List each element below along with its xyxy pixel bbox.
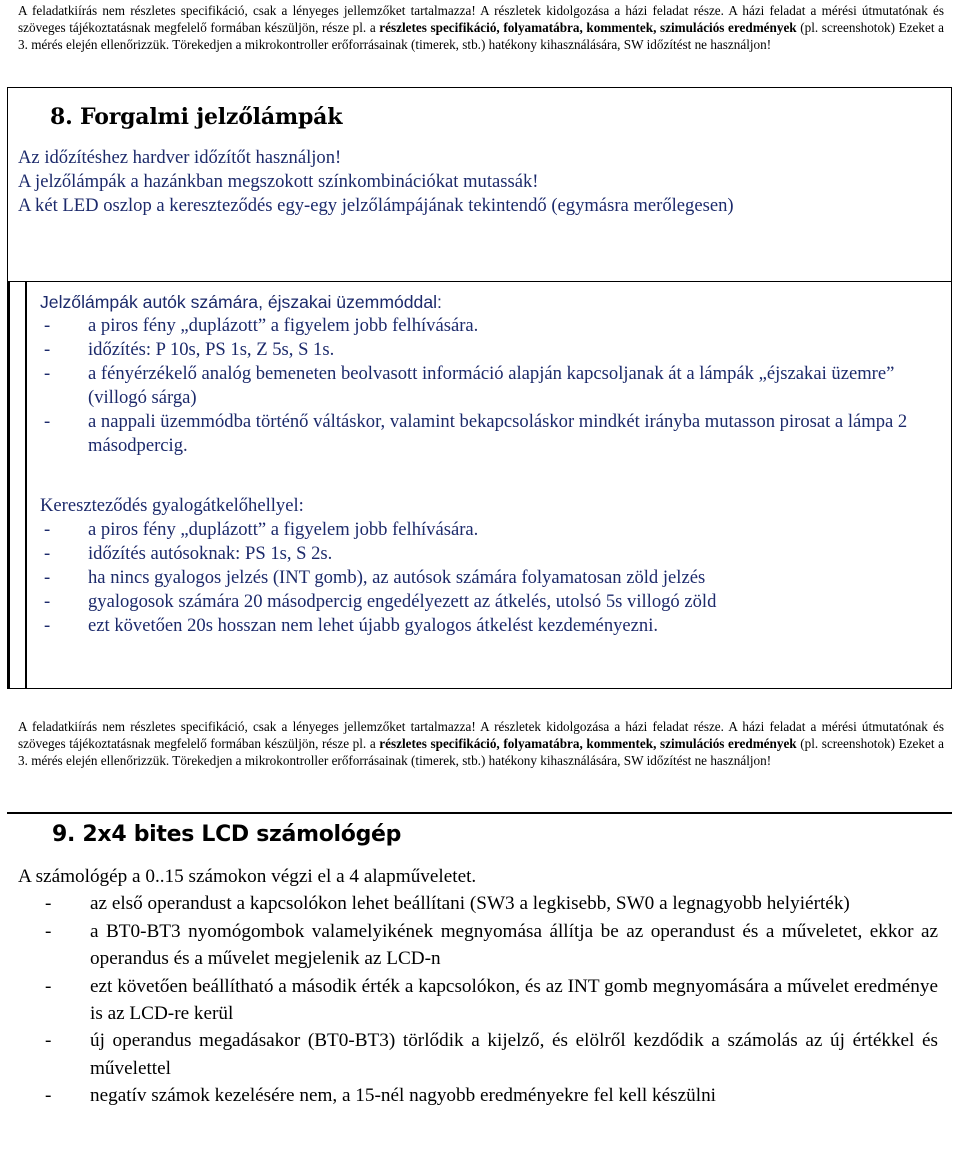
list-item: - új operandus megadásakor (BT0-BT3) törlődik a kijelző, és elölről kezdődik a számolás az új értékkel és művelettel [45,1030,938,1079]
list-item: - a piros fény „duplázott” a figyelem jobb felhívására. [44,519,479,540]
list-item: - a fényérzékelő analóg bemeneten beolvasott információ alapján kapcsoljanak át a lámpák „éjszakai üzemre” (villogó sárga) [44,363,895,408]
task-note-bottom [18,718,944,770]
task-note-top [18,2,944,54]
list-item: - a BT0-BT3 nyomógombok valamelyikének megnyomása állítja be az operandust és a műveletet, ekkor az operandus és a művelet megjelenik az LCD-n [45,920,938,970]
intro-line-3: A két LED oszlop a kereszteződés egy-egy jelzőlámpájának tekintendő (egymásra merőlegesen) [18,195,734,217]
list-item: - ha nincs gyalogos jelzés (INT gomb), az autósok számára folyamatosan zöld jelzés [44,567,706,588]
pedestrian-title: Kereszteződés gyalogátkelőhellyel: [40,495,304,516]
section9-body [18,863,938,1110]
section9-top-rule [7,812,952,814]
box-inner-bar [25,282,27,688]
section8-intro [18,146,943,219]
section8-heading: 8. Forgalmi jelzőlámpák [50,104,343,130]
list-item: - időzítés: P 10s, PS 1s, Z 5s, S 1s. [44,339,335,360]
car-lights-title: Jelzőlámpák autók számára, éjszakai üzemmóddal: [40,292,442,312]
list-item: - a nappali üzemmódba történő váltáskor, valamint bekapcsoláskor mindkét irányba mutasson pirosat a lámpa 2 másodpercig. [44,411,908,456]
task-note-paragraph: A feladatkiírás nem részletes specifikáció, csak a lényeges jellemzőket tartalmazza! A részletek kidolgozása a házi feladat része. A házi feladat a mérési útmutatónak és szöveges tájékoztatásnak megfelelő formában készüljön, része pl. a részletes specifikáció, folyamatábra, kommentek, szimulációs eredmények (pl. screenshotok) Ezeket a 3. mérés elején ellenőrizzük. Törekedjen a mikrokontroller erőforrásainak (timerek, stb.) hatékony kihasználására, SW időzítést ne használjon! [18,719,944,769]
list-item: - gyalogosok számára 20 másodpercig engedélyezett az átkelés, utolsó 5s villogó zöld [44,591,717,612]
intro-line-2: A jelzőlámpák a hazánkban megszokott színkombinációkat mutassák! [18,171,539,193]
car-lights-block [40,290,940,458]
task-note-paragraph: A feladatkiírás nem részletes specifikáció, csak a lényeges jellemzőket tartalmazza! A részletek kidolgozása a házi feladat része. A házi feladat a mérési útmutatónak és szöveges tájékoztatásnak megfelelő formában készüljön, része pl. a részletes specifikáció, folyamatábra, kommentek, szimulációs eredmények (pl. screenshotok) Ezeket a 3. mérés elején ellenőrizzük. Törekedjen a mikrokontroller erőforrásainak (timerek, stb.) hatékony kihasználására, SW időzítést ne használjon! [18,3,944,53]
list-item: - ezt követően beállítható a második érték a kapcsolókon, és az INT gomb megnyomására a művelet eredménye is az LCD-re kerül [45,975,938,1025]
intro-line-1: Az időzítéshez hardver időzítőt használjon! [18,147,342,168]
list-item: - negatív számok kezelésére nem, a 15-nél nagyobb eredményekre fel kell készülni [45,1085,716,1107]
box-left-bar [8,282,10,688]
pedestrian-block [40,494,940,638]
list-item: - az első operandust a kapcsolókon lehet beállítani (SW3 a legkisebb, SW0 a legnagyobb helyiérték) [45,893,850,915]
section9-intro: A számológép a 0..15 számokon végzi el a 4 alapműveletet. [18,866,477,887]
list-item: - ezt követően 20s hosszan nem lehet újabb gyalogos átkelést kezdeményezni. [44,615,659,636]
list-item: - időzítés autósoknak: PS 1s, S 2s. [44,543,333,564]
section9-heading: 9. 2x4 bites LCD számológép [52,822,402,847]
list-item: - a piros fény „duplázott” a figyelem jobb felhívására. [44,315,479,336]
